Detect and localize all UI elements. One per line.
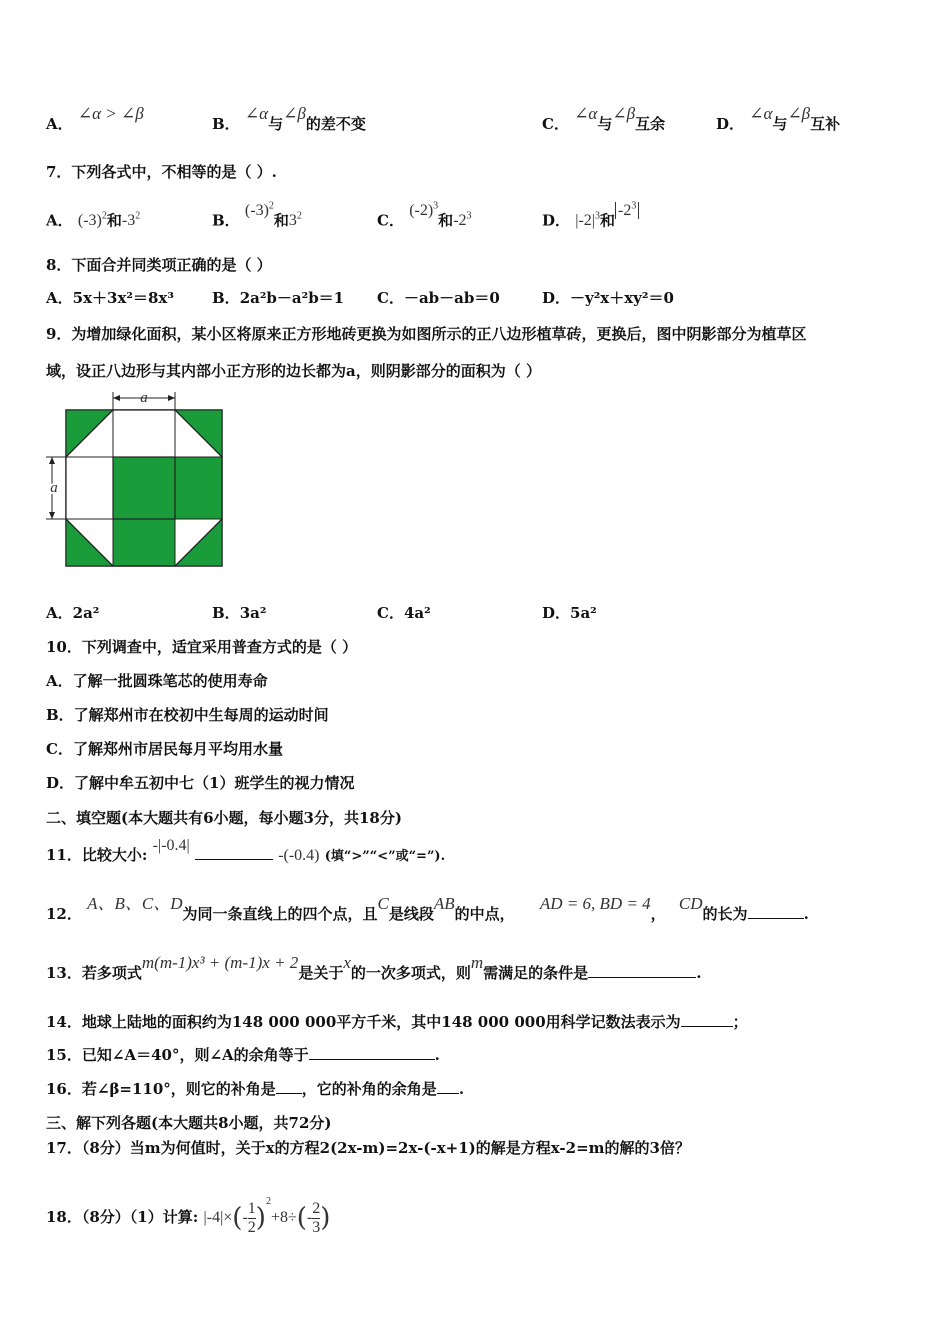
- q12-answer-blank[interactable]: [748, 904, 804, 919]
- q9-option-a[interactable]: A．2a²: [46, 604, 100, 622]
- q14: 14．地球上陆地的面积约为148 000 000平方千米，其中148 000 000用科学记数法表示为 ；: [46, 1013, 748, 1031]
- q15: 15．已知∠A＝40°，则∠A的余角等于 .: [46, 1046, 440, 1064]
- q11-answer-blank[interactable]: [195, 845, 273, 860]
- q16-answer-blank-2[interactable]: [437, 1079, 459, 1094]
- label-top-a: a: [140, 390, 148, 406]
- q7-option-a[interactable]: A． $(-3)^2$和$-3^2$: [46, 211, 141, 230]
- q10-option-d[interactable]: D．了解中牟五初中七（1）班学生的视力情况: [46, 774, 355, 792]
- q6-option-c[interactable]: C． ∠α与∠β互余: [542, 104, 666, 133]
- q13-answer-blank[interactable]: [588, 963, 696, 978]
- q11: 11．比较大小: -|-0.4| -(-0.4) (填“>”“<”或“=”).: [46, 837, 446, 864]
- q8-stem: 8．下面合并同类项正确的是（ ）: [46, 256, 272, 274]
- q15-answer-blank[interactable]: [309, 1045, 435, 1060]
- q9-figure: [40, 388, 230, 573]
- q10-stem: 10．下列调查中，适宜采用普查方式的是（ ）: [46, 638, 358, 656]
- q7-stem: 7．下列各式中，不相等的是（ ）.: [46, 163, 277, 181]
- q10-option-a[interactable]: A．了解一批圆珠笔芯的使用寿命: [46, 672, 268, 690]
- top-cell: [113, 410, 175, 457]
- q9-stem-line2: 域，设正八边形与其内部小正方形的边长都为a，则阴影部分的面积为（ ）: [46, 362, 541, 380]
- left-cell: [66, 457, 113, 519]
- q9-option-c[interactable]: C．4a²: [377, 604, 431, 622]
- section-3-heading: 三、解下列各题(本大题共8小题，共72分): [46, 1114, 332, 1132]
- bottom-strip: [113, 519, 175, 566]
- q12: 12． A、B、C、D为同一条直线上的四个点，且C是线段AB的中点， AD = 6, BD = 4， CD的长为 .: [46, 894, 809, 923]
- q16: 16．若∠β=110°，则它的补角是 ，它的补角的余角是 .: [46, 1080, 465, 1098]
- q8-option-a[interactable]: A．5x＋3x²＝8x³: [46, 289, 174, 307]
- q9-option-b[interactable]: B．3a²: [212, 604, 267, 622]
- q7-option-d[interactable]: D． $|-2|^3$和$-2^3$: [542, 207, 639, 231]
- fraction-1-2: $\frac{1}{2}$: [247, 1199, 256, 1236]
- inner-square: [113, 457, 175, 519]
- q6-option-b[interactable]: B． ∠α与∠β的差不变: [212, 104, 366, 133]
- section-2-heading: 二、填空题(本大题共有6小题，每小题3分，共18分): [46, 809, 402, 827]
- q8-option-c[interactable]: C．－ab－ab＝0: [377, 289, 500, 307]
- q14-answer-blank[interactable]: [681, 1012, 733, 1027]
- q17: 17．（8分）当m为何值时，关于x的方程2(2x-m)=2x-(-x+1)的解是方程x-2=m的解的3倍？: [46, 1139, 690, 1157]
- right-strip: [175, 457, 222, 519]
- q6-option-d[interactable]: D． ∠α与∠β互补: [716, 104, 841, 133]
- label-left-a: a: [50, 480, 58, 496]
- q18: 18．（8分）（1）计算: |-4|×(- $\frac{1}{2}$ )$^2$+8÷(- $\frac{2}{3}$ ): [46, 1196, 331, 1236]
- q10-option-b[interactable]: B．了解郑州市在校初中生每周的运动时间: [46, 706, 329, 724]
- q10-option-c[interactable]: C．了解郑州市居民每月平均用水量: [46, 740, 283, 758]
- fraction-2-3: $\frac{2}{3}$: [312, 1199, 321, 1236]
- q6-option-a[interactable]: A． ∠α > ∠β: [46, 104, 144, 133]
- q7-option-b[interactable]: B． $(-3)^2$和$3^2$: [212, 201, 302, 230]
- q13: 13．若多项式m(m-1)x³ + (m-1)x + 2是关于x的一次多项式，则m需满足的条件是 .: [46, 953, 702, 982]
- q9-option-d[interactable]: D．5a²: [542, 604, 597, 622]
- q7-option-c[interactable]: C． $(-2)^3$和$-2^3$: [377, 201, 472, 230]
- q9-stem-line1: 9．为增加绿化面积，某小区将原来正方形地砖更换为如图所示的正八边形植草砖，更换后，图中阴影部分为植草区: [46, 325, 807, 343]
- q8-option-b[interactable]: B．2a²b－a²b＝1: [212, 289, 345, 307]
- q8-option-d[interactable]: D．－y²x＋xy²＝0: [542, 289, 674, 307]
- q16-answer-blank-1[interactable]: [276, 1079, 302, 1094]
